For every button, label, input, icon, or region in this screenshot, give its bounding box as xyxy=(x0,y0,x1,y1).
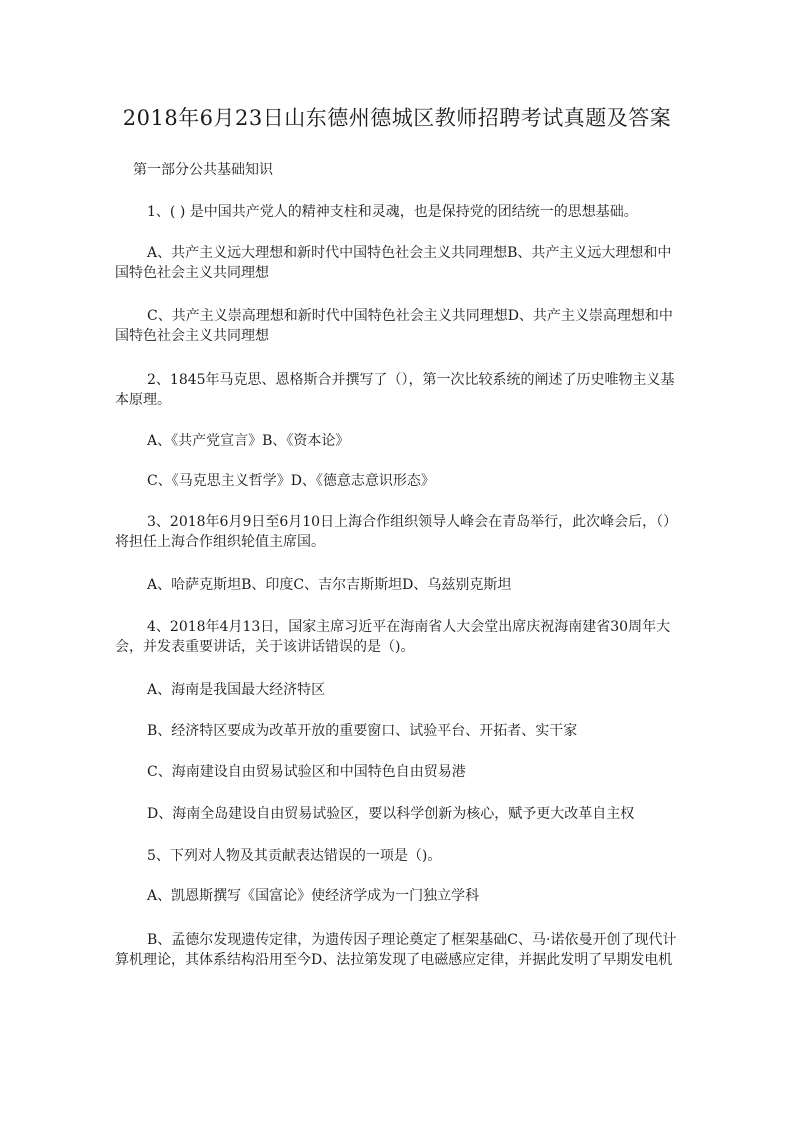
question-2: 2、1845年马克思、恩格斯合并撰写了（），第一次比较系统的阐述了历史唯物主义基本原理。 xyxy=(115,372,675,408)
question-5: 5、下列对人物及其贡献表达错误的一项是（)。 xyxy=(147,848,442,864)
question-1: 1、( ) 是中国共产党人的精神支柱和灵魂，也是保持党的团结统一的思想基础。 xyxy=(147,204,638,220)
page-title: 2018年6月23日山东德州德城区教师招聘考试真题及答案 xyxy=(122,106,672,130)
question-3: 3、2018年6月9日至6月10日上海合作组织领导人峰会在青岛举行，此次峰会后，（）将担任上海合作组织轮值主席国。 xyxy=(115,514,678,550)
question-4: 4、2018年4月13日，国家主席习近平在海南省人大会堂出席庆祝海南建省30周年大会，并发表重要讲话，关于该讲话错误的是（)。 xyxy=(115,619,671,655)
question-5-option-a: A、凯恩斯撰写《国富论》使经济学成为一门独立学科 xyxy=(147,888,480,904)
question-4-option-d: D、海南全岛建设自由贸易试验区，要以科学创新为核心，赋予更大改革自主权 xyxy=(147,806,635,822)
question-4-option-a: A、海南是我国最大经济特区 xyxy=(147,682,326,698)
question-2-options-cd: C、《马克思主义哲学》D、《德意志意识形态》 xyxy=(147,473,435,489)
question-1-options-cd: C、共产主义崇高理想和新时代中国特色社会主义共同理想D、共产主义崇高理想和中国特色社会主义共同理想 xyxy=(115,308,673,344)
question-4-option-b: B、经济特区要成为改革开放的重要窗口、试验平台、开拓者、实干家 xyxy=(147,723,578,739)
question-4-option-c: C、海南建设自由贸易试验区和中国特色自由贸易港 xyxy=(147,764,466,780)
question-3-options: A、哈萨克斯坦B、印度C、吉尔吉斯斯坦D、乌兹别克斯坦 xyxy=(147,577,512,593)
question-1-options-ab: A、共产主义远大理想和新时代中国特色社会主义共同理想B、共产主义远大理想和中国特色社会主义共同理想 xyxy=(115,245,672,281)
section-heading: 第一部分公共基础知识 xyxy=(133,162,273,178)
question-2-options-ab: A、《共产党宣言》B、《资本论》 xyxy=(147,433,350,449)
question-5-options-bcd: B、孟德尔发现遗传定律，为遗传因子理论奠定了框架基础C、马·诺依曼开创了现代计算机理论，其体系结构沿用至今D、法拉第发现了电磁感应定律，并据此发明了早期发电机 xyxy=(115,932,677,968)
